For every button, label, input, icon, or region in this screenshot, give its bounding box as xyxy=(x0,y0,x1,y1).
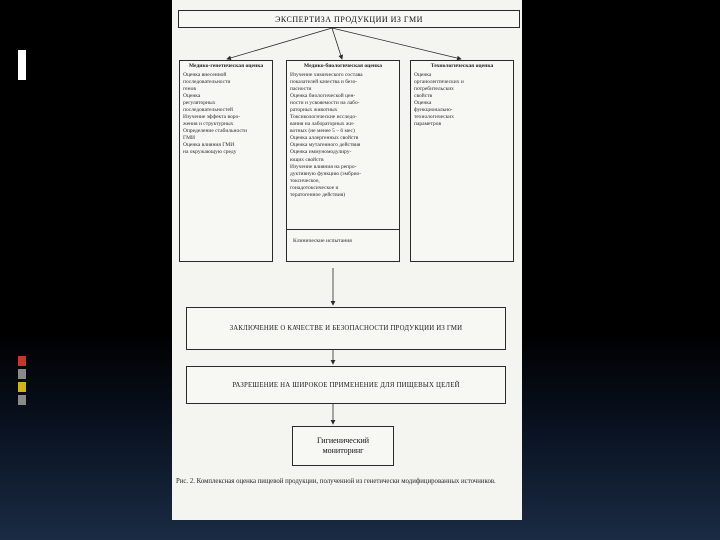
arrow-title-to-left xyxy=(227,28,332,59)
list-item: вотных (не менее 5 – 6 мес) xyxy=(290,128,355,135)
list-item: Оценка влияния ГМИ xyxy=(183,142,235,149)
decorative-red-block xyxy=(18,356,26,366)
list-item: Оценка xyxy=(414,100,432,107)
list-item: ющих свойств xyxy=(290,156,324,163)
list-item: гонадотоксическое и xyxy=(290,184,339,191)
figure-caption: Рис. 2. Комплексная оценка пищевой продукции, полученной из генетически модифицированных источников. xyxy=(176,478,496,485)
list-item: токсическое, xyxy=(290,177,320,184)
permission-text: РАЗРЕШЕНИЕ НА ШИРОКОЕ ПРИМЕНЕНИЕ ДЛЯ ПИЩЕВЫХ ЦЕЛЕЙ xyxy=(232,381,460,389)
list-item: Токсикологические исследо- xyxy=(290,114,357,121)
decorative-white-bar xyxy=(18,50,26,80)
list-item: Оценка аллергенных свойств xyxy=(290,135,359,142)
list-item: ности и усвояемости на лабо- xyxy=(290,100,360,107)
medical-genetic-box xyxy=(179,60,273,262)
list-item: Изучение влияния на репро- xyxy=(290,163,357,170)
column-title: Технологическая оценка xyxy=(430,63,494,69)
list-item: пасности xyxy=(290,86,312,93)
list-item: Определение стабильности xyxy=(183,128,248,135)
list-item: свойств xyxy=(414,93,433,100)
list-item: потребительских xyxy=(414,86,454,93)
list-item: Оценка внесенной xyxy=(183,72,227,79)
list-item: раторных животных xyxy=(290,107,338,114)
list-item: последовательности xyxy=(183,79,231,86)
list-item: показателей качества и безо- xyxy=(290,79,358,86)
conclusion-text: ЗАКЛЮЧЕНИЕ О КАЧЕСТВЕ И БЕЗОПАСНОСТИ ПРОДУКЦИИ ИЗ ГМИ xyxy=(229,325,463,332)
list-item: вания на лабораторных жи- xyxy=(290,121,355,128)
clinical-divider xyxy=(287,229,399,230)
list-item: тератогенное действия) xyxy=(290,191,346,198)
decorative-gray-block xyxy=(18,395,26,405)
list-item: Оценка мутагенного действия xyxy=(290,142,361,149)
list-item: технологических xyxy=(414,114,454,121)
monitoring-box xyxy=(292,426,394,466)
list-item: ГМИ xyxy=(183,135,195,142)
column-title: Медико-генетическая оценка xyxy=(188,63,264,69)
list-item: Оценка биологической цен- xyxy=(290,93,356,100)
list-item: Изучение эффекта воро- xyxy=(183,114,241,121)
list-item: органолептических и xyxy=(414,79,464,86)
list-item: параметров xyxy=(414,121,442,128)
clinical-trials-label: Клинические испытания xyxy=(293,238,352,244)
monitoring-text-line: Гигиенический xyxy=(316,436,370,445)
list-item: регуляторных xyxy=(183,100,216,107)
list-item: последовательностей xyxy=(183,107,233,114)
conclusion-box xyxy=(186,307,506,350)
arrow-title-to-right xyxy=(332,28,461,59)
list-item: Изучение химического состава xyxy=(290,72,363,79)
arrow-title-to-middle xyxy=(332,28,342,59)
decorative-gray-block xyxy=(18,369,26,379)
list-item: Оценка иммуномодулиру- xyxy=(290,149,352,156)
monitoring-text-line: мониторинг xyxy=(322,446,364,455)
list-item: Оценка xyxy=(414,72,432,79)
decorative-yellow-block xyxy=(18,382,26,392)
list-item: на окружающую среду xyxy=(183,149,237,156)
technological-box xyxy=(410,60,514,262)
list-item: дуктивную функцию (эмбрио- xyxy=(290,170,362,177)
permission-box xyxy=(186,366,506,404)
list-item: жения и структурных xyxy=(183,121,234,128)
diagram-title: ЭКСПЕРТИЗА ПРОДУКЦИИ ИЗ ГМИ xyxy=(275,14,423,24)
medical-biological-box xyxy=(286,60,400,262)
list-item: Оценка xyxy=(183,93,201,100)
title-box xyxy=(178,10,520,28)
column-title: Медико-биологическая оценка xyxy=(303,63,383,69)
list-item: функционально- xyxy=(414,107,453,114)
diagram-page xyxy=(172,0,522,520)
list-item: генов xyxy=(183,86,196,93)
